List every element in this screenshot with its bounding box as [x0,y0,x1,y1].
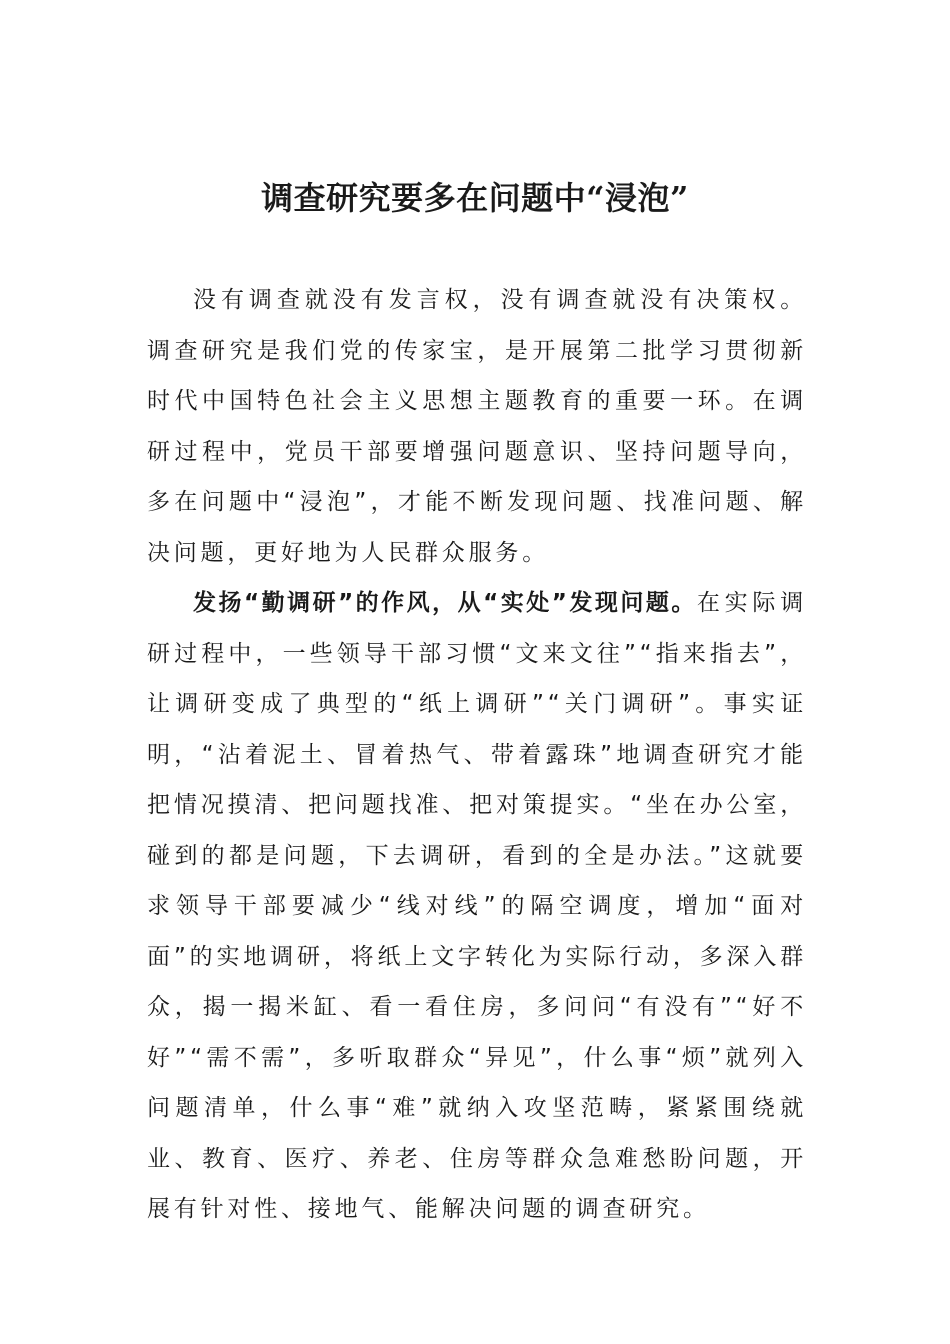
paragraph-lead: 发扬“勤调研”的作风，从“实处”发现问题。 [193,590,697,616]
paragraph-text: 在实际调研过程中，一些领导干部习惯“文来文往”“指来指去”，让调研变成了典型的“纸上调研”“关门调研”。事实证明，“沾着泥土、冒着热气、带着露珠”地调查研究才能把情况摸清、把问题找准、把对策提实。“坐在办公室，碰到的都是问题，下去调研，看到的全是办法。”这就要求领导干部要减少“线对线”的隔空调度，增加“面对面”的实地调研，将纸上文字转化为实际行动，多深入群众，揭一揭米缸、看一看住房，多问问“有没有”“好不好”“需不需”，多听取群众“异见”，什么事“烦”就列入问题清单，什么事“难”就纳入攻坚范畴，紧紧围绕就业、教育、医疗、养老、住房等群众急难愁盼问题，开展有针对性、接地气、能解决问题的调查研究。 [147,590,808,1222]
paragraph-intro [147,275,807,578]
document-body [147,275,807,1235]
document-title: 调查研究要多在问题中“浸泡” [261,179,689,217]
paragraph-text: 没有调查就没有发言权，没有调查就没有决策权。调查研究是我们党的传家宝，是开展第二批学习贯彻新时代中国特色社会主义思想主题教育的重要一环。在调研过程中，党员干部要增强问题意识、坚持问题导向，多在问题中“浸泡”，才能不断发现问题、找准问题、解决问题，更好地为人民群众服务。 [147,287,807,566]
paragraph-section-1 [147,578,807,1235]
